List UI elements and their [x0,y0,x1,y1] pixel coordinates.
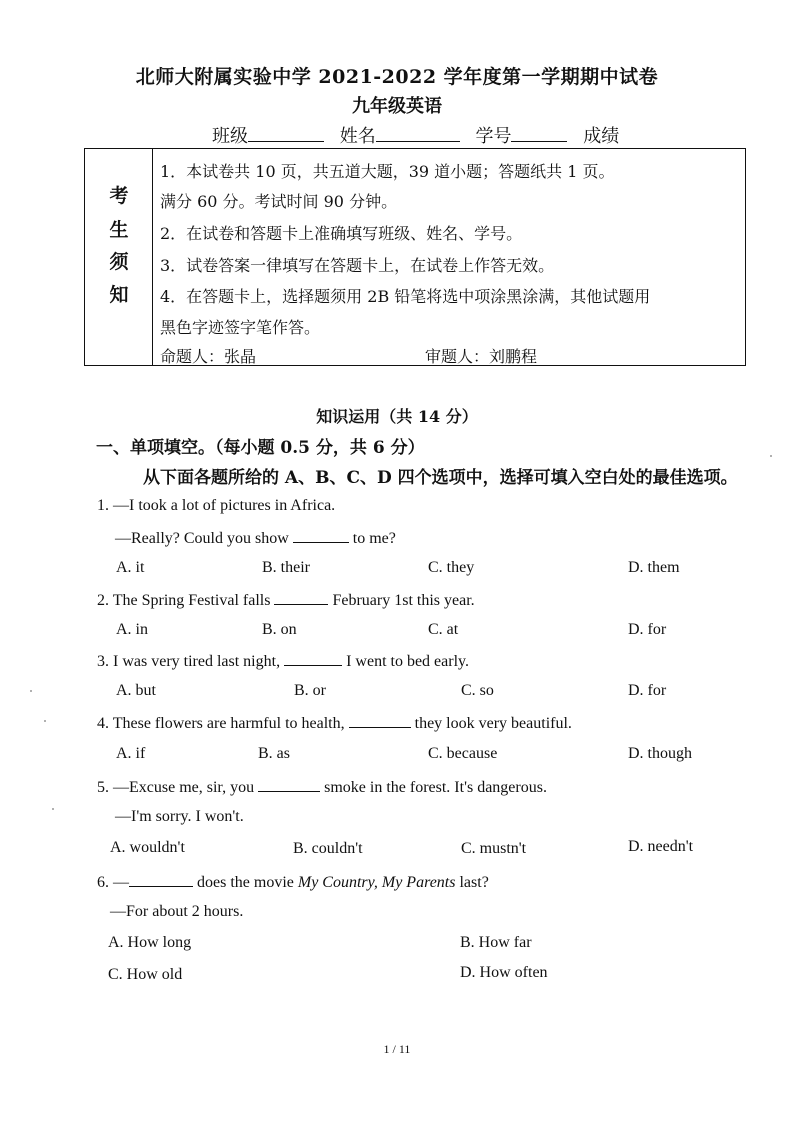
question-6-line2: —For about 2 hours. [110,903,244,920]
scan-speck [770,455,772,457]
question-6-stem [97,872,489,892]
class-label: 班级 [212,126,248,147]
part-instruction: 从下面各题所给的 A、B、C、D 四个选项中，选择可填入空白处的最佳选项。 [143,468,738,488]
option: A. wouldn't [110,839,185,856]
question-4-stem [97,713,572,733]
option: C. so [461,682,494,699]
option: B. on [262,621,297,638]
notice-box [84,148,746,366]
question-text: 3. I was very tired last night, [97,653,281,670]
question-text: —Really? Could you show [115,530,289,547]
option: B. their [262,559,310,576]
exam-subtitle: 九年级英语 [352,96,442,117]
question-text: to me? [352,530,396,547]
score-label: 成绩 [583,126,620,147]
notice-line: 2．在试卷和答题卡上准确填写班级、姓名、学号。 [160,224,523,243]
scan-speck [30,690,32,692]
question-text: 5. —Excuse me, sir, you [97,779,255,796]
option: A. How long [108,934,192,951]
exam-title: 北师大附属实验中学 2021-2022 学年度第一学期期中试卷 [135,66,659,88]
question-text: 2. The Spring Festival falls [97,592,271,609]
option: A. it [116,559,145,576]
question-text: smoke in the forest. It's dangerous. [324,779,547,796]
class-blank [248,125,324,142]
notice-side-char: 知 [109,284,129,306]
notice-line: 黑色字迹签字笔作答。 [160,318,321,337]
option: C. mustn't [461,840,527,857]
option: D. needn't [628,838,694,855]
question-text: February 1st this year. [332,592,475,609]
movie-title: My Country, My Parents [297,874,456,891]
option: C. How old [108,966,183,983]
question-2-stem [97,590,475,610]
scan-speck [52,808,54,810]
option: B. or [294,682,326,699]
number-blank [511,125,567,142]
scan-speck [44,720,46,722]
notice-line: 1．本试卷共 10 页，共五道大题，39 道小题；答题纸共 1 页。 [160,162,615,181]
answer-blank [129,872,193,887]
option: C. at [428,621,459,638]
answer-blank [349,713,411,728]
question-text: I went to bed early. [346,653,469,670]
question-5-line2: —I'm sorry. I won't. [115,808,244,825]
option: C. they [428,559,475,576]
option: D. for [628,682,667,699]
notice-line: 4．在答题卡上，选择题须用 2B 铅笔将选中项涂黑涂满，其他试题用 [160,287,651,306]
answer-blank [293,528,349,543]
notice-line: 满分 60 分。考试时间 90 分钟。 [160,192,398,211]
question-text: they look very beautiful. [414,715,572,732]
answer-blank [274,590,328,605]
question-text: last? [459,874,489,891]
part-title: 一、单项填空。（每小题 0.5 分，共 6 分） [96,438,425,458]
option: B. couldn't [293,840,363,857]
option: A. in [116,621,148,638]
notice-reviewer: 审题人：刘鹏程 [425,347,538,366]
option: B. as [258,745,290,762]
question-1-line2 [115,528,396,548]
question-text: does the movie [197,874,294,891]
notice-setter: 命题人：张晶 [160,347,257,366]
question-text: 6. — [97,874,129,891]
option: B. How far [460,934,532,951]
option: D. How often [460,964,548,981]
option: A. but [116,682,156,699]
notice-side-char: 生 [109,219,129,241]
name-blank [376,125,460,142]
notice-side-char: 须 [109,251,129,273]
question-1-stem: 1. —I took a lot of pictures in Africa. [97,497,336,514]
option: D. them [628,559,680,576]
name-label: 姓名 [339,126,376,147]
option: D. though [628,745,692,762]
option: C. because [428,745,498,762]
notice-side-label [85,149,153,365]
option: D. for [628,621,667,638]
option: A. if [116,745,146,762]
section-title: 知识运用（共 14 分） [316,407,478,426]
question-5-stem [97,777,547,797]
notice-side-char: 考 [109,185,129,207]
page-number: 1 / 11 [383,1042,411,1056]
answer-blank [258,777,320,792]
answer-blank [284,651,342,666]
question-text: 4. These flowers are harmful to health, [97,715,345,732]
number-label: 学号 [475,126,512,147]
question-3-stem [97,651,469,671]
notice-line: 3．试卷答案一律填写在答题卡上，在试卷上作答无效。 [160,256,555,275]
student-info-row [212,122,619,148]
